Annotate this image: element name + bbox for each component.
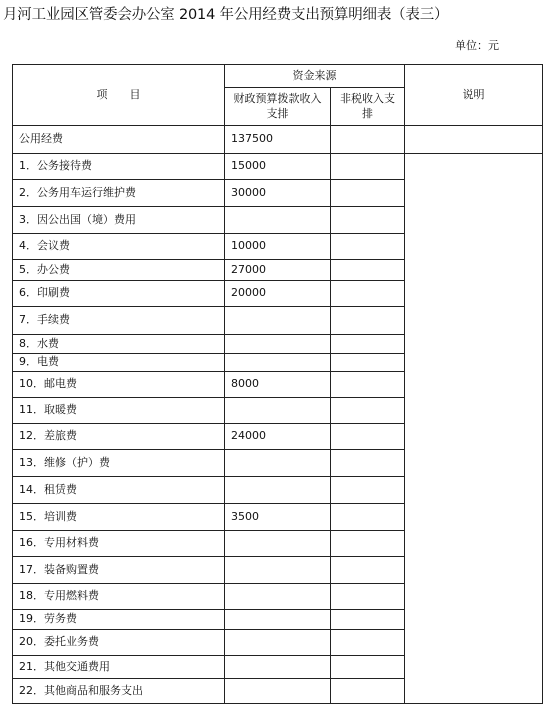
row-label: 2．公务用车运行维护费 xyxy=(13,180,225,207)
fiscal-amount: 27000 xyxy=(225,260,331,281)
fiscal-amount xyxy=(225,207,331,234)
nontax-amount xyxy=(331,531,405,557)
fiscal-amount xyxy=(225,679,331,704)
row-label: 20．委托业务费 xyxy=(13,630,225,656)
fiscal-amount: 10000 xyxy=(225,234,331,260)
nontax-amount xyxy=(331,207,405,234)
unit-label: 单位：元 xyxy=(455,39,499,52)
nontax-amount xyxy=(331,234,405,260)
row-label: 3．因公出国（境）费用 xyxy=(13,207,225,234)
row-label: 1．公务接待费 xyxy=(13,154,225,180)
table-row xyxy=(13,154,543,180)
fiscal-amount: 3500 xyxy=(225,504,331,531)
fiscal-amount xyxy=(225,450,331,477)
table-row xyxy=(13,126,543,154)
header-item: 项 目 xyxy=(13,65,225,126)
row-label: 8．水费 xyxy=(13,335,225,354)
nontax-amount xyxy=(331,154,405,180)
nontax-amount xyxy=(331,335,405,354)
fiscal-amount xyxy=(225,477,331,504)
row-label: 17．装备购置费 xyxy=(13,557,225,584)
row-label: 22．其他商品和服务支出 xyxy=(13,679,225,704)
row-label: 10．邮电费 xyxy=(13,372,225,398)
header-note: 说明 xyxy=(405,65,543,126)
nontax-amount xyxy=(331,354,405,372)
fiscal-amount xyxy=(225,610,331,630)
nontax-amount xyxy=(331,477,405,504)
fiscal-amount: 137500 xyxy=(225,126,331,154)
row-label: 9．电费 xyxy=(13,354,225,372)
nontax-amount xyxy=(331,504,405,531)
fiscal-amount xyxy=(225,557,331,584)
nontax-amount xyxy=(331,610,405,630)
nontax-amount xyxy=(331,679,405,704)
fiscal-amount: 24000 xyxy=(225,424,331,450)
nontax-amount xyxy=(331,372,405,398)
fiscal-amount xyxy=(225,531,331,557)
row-label: 18．专用燃料费 xyxy=(13,584,225,610)
fiscal-amount: 20000 xyxy=(225,281,331,307)
fiscal-amount: 15000 xyxy=(225,154,331,180)
fiscal-amount xyxy=(225,630,331,656)
fiscal-amount xyxy=(225,398,331,424)
header-nontax: 非税收入支 排 xyxy=(331,88,405,126)
row-label: 21．其他交通费用 xyxy=(13,656,225,679)
budget-table xyxy=(12,64,543,704)
row-label: 13．维修（护）费 xyxy=(13,450,225,477)
fiscal-amount: 30000 xyxy=(225,180,331,207)
row-label: 公用经费 xyxy=(13,126,225,154)
nontax-amount xyxy=(331,180,405,207)
nontax-amount xyxy=(331,260,405,281)
row-label: 6．印刷费 xyxy=(13,281,225,307)
fiscal-amount xyxy=(225,656,331,679)
budget-table-body xyxy=(13,65,543,704)
note-cell xyxy=(405,126,543,154)
nontax-amount xyxy=(331,630,405,656)
nontax-amount xyxy=(331,281,405,307)
row-label: 15．培训费 xyxy=(13,504,225,531)
row-label: 4．会议费 xyxy=(13,234,225,260)
document-title: 月河工业园区管委会办公室 2014 年公用经费支出预算明细表（表三） xyxy=(3,7,449,23)
row-label: 16．专用材料费 xyxy=(13,531,225,557)
row-label: 7．手续费 xyxy=(13,307,225,335)
nontax-amount xyxy=(331,424,405,450)
fiscal-amount xyxy=(225,354,331,372)
fiscal-amount xyxy=(225,584,331,610)
row-label: 14．租赁费 xyxy=(13,477,225,504)
nontax-amount xyxy=(331,557,405,584)
header-row-top xyxy=(13,65,543,88)
row-label: 5．办公费 xyxy=(13,260,225,281)
header-fiscal: 财政预算拨款收入支排 xyxy=(225,88,331,126)
fiscal-amount: 8000 xyxy=(225,372,331,398)
nontax-amount xyxy=(331,126,405,154)
nontax-amount xyxy=(331,398,405,424)
nontax-amount xyxy=(331,450,405,477)
row-label: 11．取暖费 xyxy=(13,398,225,424)
row-label: 19．劳务费 xyxy=(13,610,225,630)
header-source: 资金来源 xyxy=(225,65,405,88)
row-label: 12．差旅费 xyxy=(13,424,225,450)
nontax-amount xyxy=(331,307,405,335)
nontax-amount xyxy=(331,656,405,679)
nontax-amount xyxy=(331,584,405,610)
note-cell-merged xyxy=(405,154,543,704)
fiscal-amount xyxy=(225,307,331,335)
fiscal-amount xyxy=(225,335,331,354)
